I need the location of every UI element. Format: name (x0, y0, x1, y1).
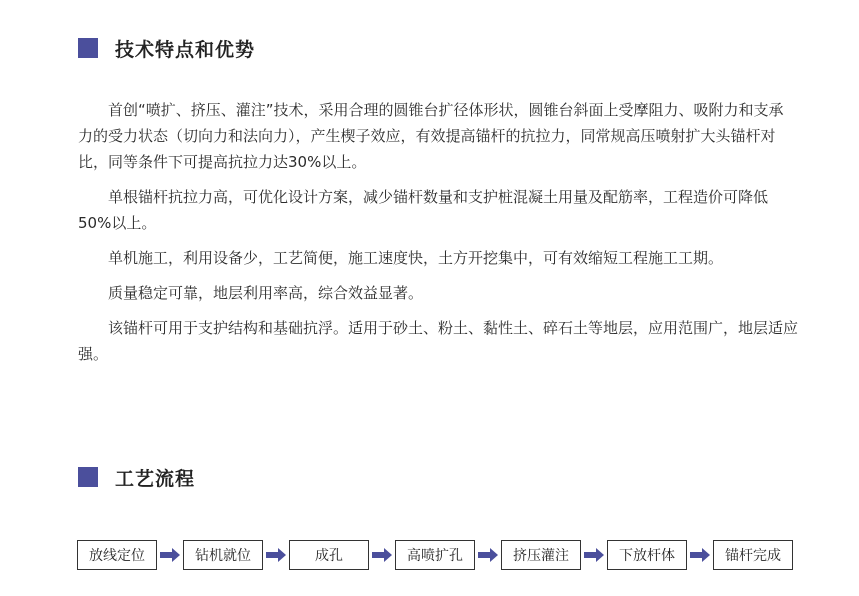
flow-step-2: 钻机就位 (183, 540, 263, 570)
right-arrow-icon (581, 540, 607, 570)
right-arrow-icon (263, 540, 289, 570)
section-title-features: 技术特点和优势 (115, 38, 256, 61)
flow-step-4: 高喷扩孔 (395, 540, 475, 570)
flow-step-6: 下放杆体 (607, 540, 687, 570)
right-arrow-icon (157, 540, 183, 570)
flow-step-5: 挤压灌注 (501, 540, 581, 570)
section-heading-process (78, 465, 195, 489)
right-arrow-icon (369, 540, 395, 570)
paragraph: 质量稳定可靠，地层利用率高，综合效益显著。 (108, 284, 424, 302)
heading-marker-square (78, 38, 98, 58)
paragraph: 单根锚杆抗拉力高，可优化设计方案，减少锚杆数量和支护桩混凝土用量及配筋率，工程造价可降低50%以上。 (78, 188, 769, 232)
paragraph: 首创“喷扩、挤压、灌注”技术，采用合理的圆锥台扩径体形状，圆锥台斜面上受摩阻力、吸附力和支承力的受力状态（切向力和法向力），产生楔子效应，有效提高锚杆的抗拉力，同常规高压喷射扩大头锚杆对比，同等条件下可提高抗拉力达30%以上。 (78, 101, 784, 171)
right-arrow-icon (475, 540, 501, 570)
section-heading-features (78, 36, 255, 60)
section-title-process: 工艺流程 (115, 467, 196, 490)
paragraph: 单机施工，利用设备少，工艺简便，施工速度快，土方开挖集中，可有效缩短工程施工工期。 (108, 249, 724, 267)
features-body (78, 97, 798, 376)
heading-marker-square (78, 467, 98, 487)
flow-step-1: 放线定位 (77, 540, 157, 570)
flow-step-7: 锚杆完成 (713, 540, 793, 570)
paragraph: 该锚杆可用于支护结构和基础抗浮。适用于砂土、粉土、黏性土、碎石土等地层，应用范围广，地层适应强。 (78, 319, 799, 363)
process-flow (77, 540, 793, 570)
flow-step-3: 成孔 (289, 540, 369, 570)
right-arrow-icon (687, 540, 713, 570)
